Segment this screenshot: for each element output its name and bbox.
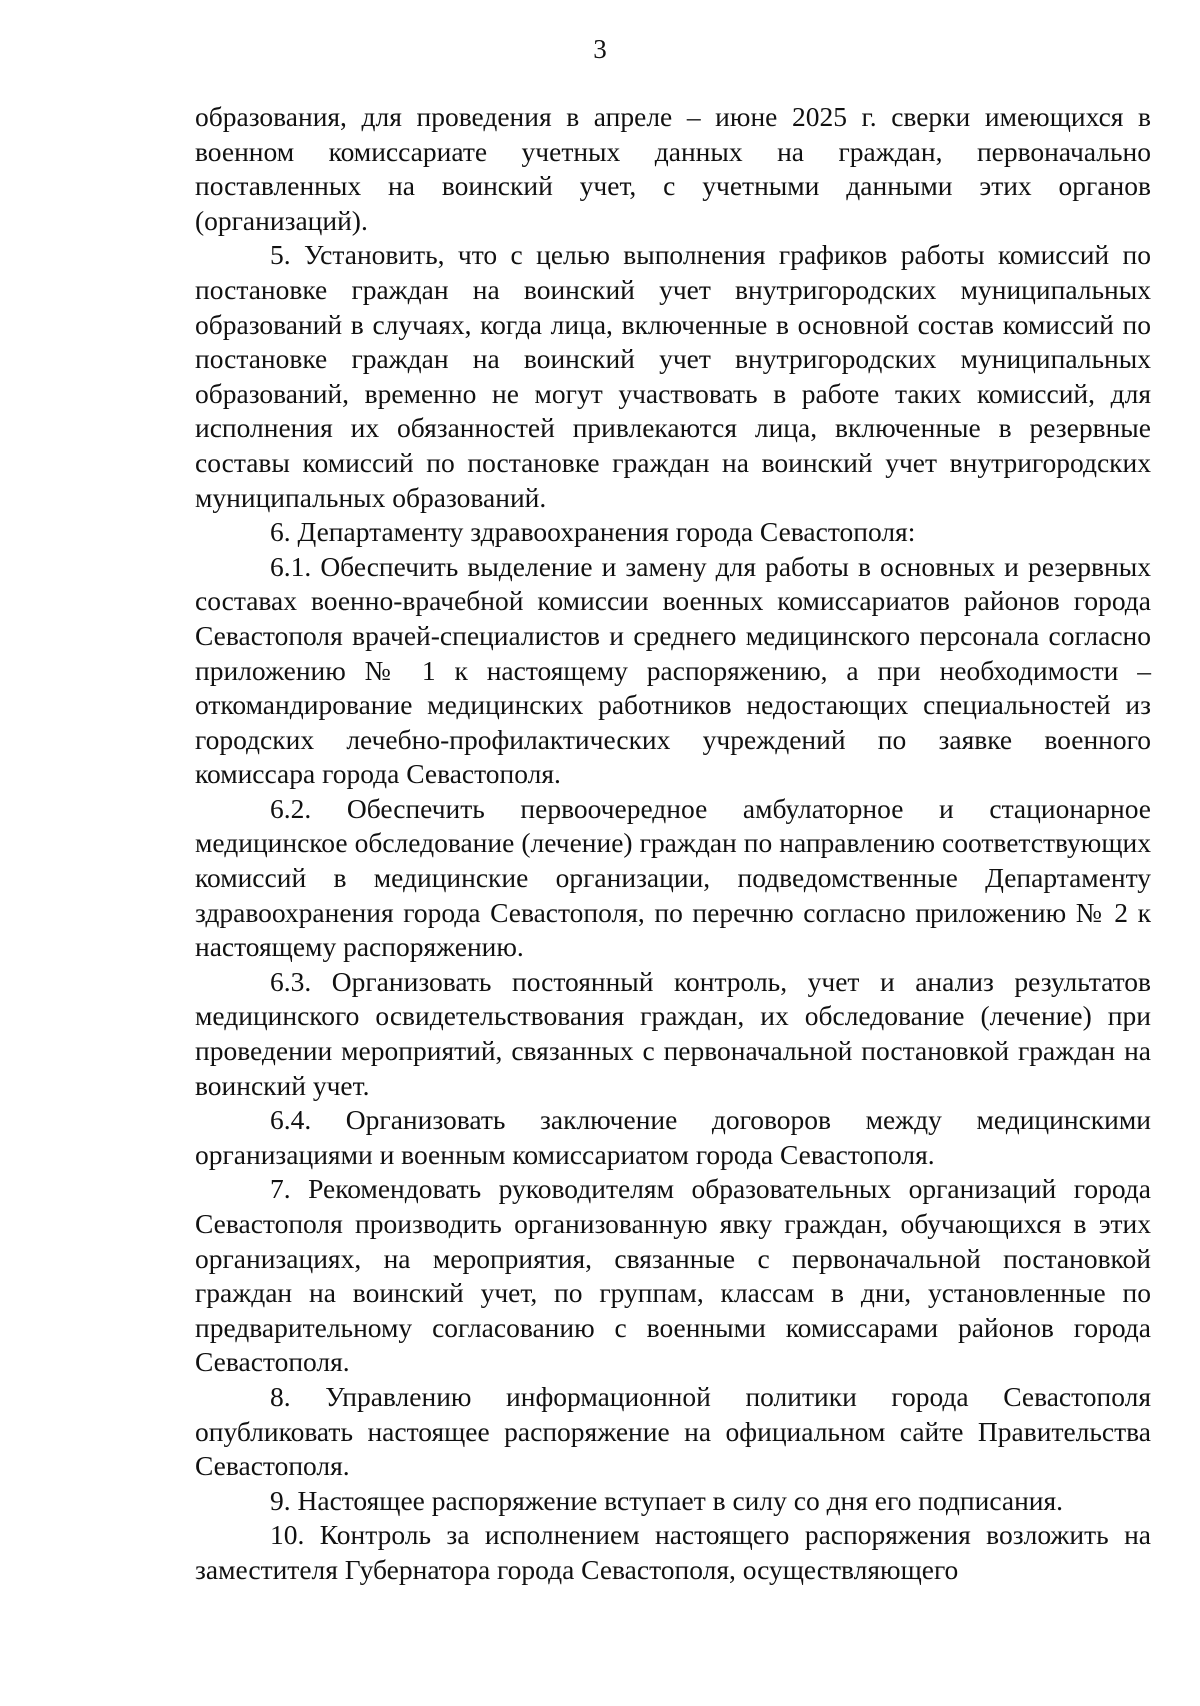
paragraph-item-5: 5. Установить, что с целью выполнения графиков работы комиссий по постановке граждан на воинский учет внутригородских муниципальных образований в случаях, когда лица, включенные в основной состав комиссий по постановке граждан на воинский учет внутригородских муниципальных образований, временно не могут участвовать в работе таких комиссий, для исполнения их обязанностей привлекаются лица, включенные в резервные составы комиссий по постановке граждан на воинский учет внутригородских муниципальных образований. [195,239,1151,513]
document-body [195,100,1151,1588]
paragraph-item-6-4: 6.4. Организовать заключение договоров между медицинскими организациями и военным комиссариатом города Севастополя. [195,1104,1151,1170]
paragraph-item-6-2: 6.2. Обеспечить первоочередное амбулаторное и стационарное медицинское обследование (лечение) граждан по направлению соответствующих комиссий в медицинские организации, подведомственные Департаменту здравоохранения города Севастополя, по перечню согласно приложению № 2 к настоящему распоряжению. [195,792,1151,963]
paragraph-item-9: 9. Настоящее распоряжение вступает в силу со дня его подписания. [270,1484,1064,1516]
paragraph-item-10: 10. Контроль за исполнением настоящего распоряжения возложить на заместителя Губернатора города Севастополя, осуществляющего [195,1519,1151,1585]
page-number: 3 [593,34,607,64]
paragraph-item-6-3: 6.3. Организовать постоянный контроль, учет и анализ результатов медицинского освидетельствования граждан, их обследование (лечение) при проведении мероприятий, связанных с первоначальной постановкой граждан на воинский учет. [195,965,1151,1101]
paragraph-continuation: образования, для проведения в апреле – июне 2025 г. сверки имеющихся в военном комиссариате учетных данных на граждан, первоначально поставленных на воинский учет, с учетными данными этих органов (организаций). [195,101,1151,236]
paragraph-item-6-1: 6.1. Обеспечить выделение и замену для работы в основных и резервных составах военно-врачебной комиссии военных комиссариатов районов города Севастополя врачей-специалистов и среднего медицинского персонала согласно приложению № 1 к настоящему распоряжению, а при необходимости – откомандирование медицинских работников недостающих специальностей из городских лечебно-профилактических учреждений по заявке военного комиссара города Севастополя. [195,550,1151,790]
paragraph-item-7: 7. Рекомендовать руководителям образовательных организаций города Севастополя производить организованную явку граждан, обучающихся в этих организациях, на мероприятия, связанные с первоначальной постановкой граждан на воинский учет, по группам, классам в дни, установленные по предварительному согласованию с военными комиссарами районов города Севастополя. [195,1173,1151,1378]
paragraph-item-6: 6. Департаменту здравоохранения города Севастополя: [270,516,916,548]
paragraph-item-8: 8. Управлению информационной политики города Севастополя опубликовать настоящее распоряжение на официальном сайте Правительства Севастополя. [195,1380,1151,1482]
